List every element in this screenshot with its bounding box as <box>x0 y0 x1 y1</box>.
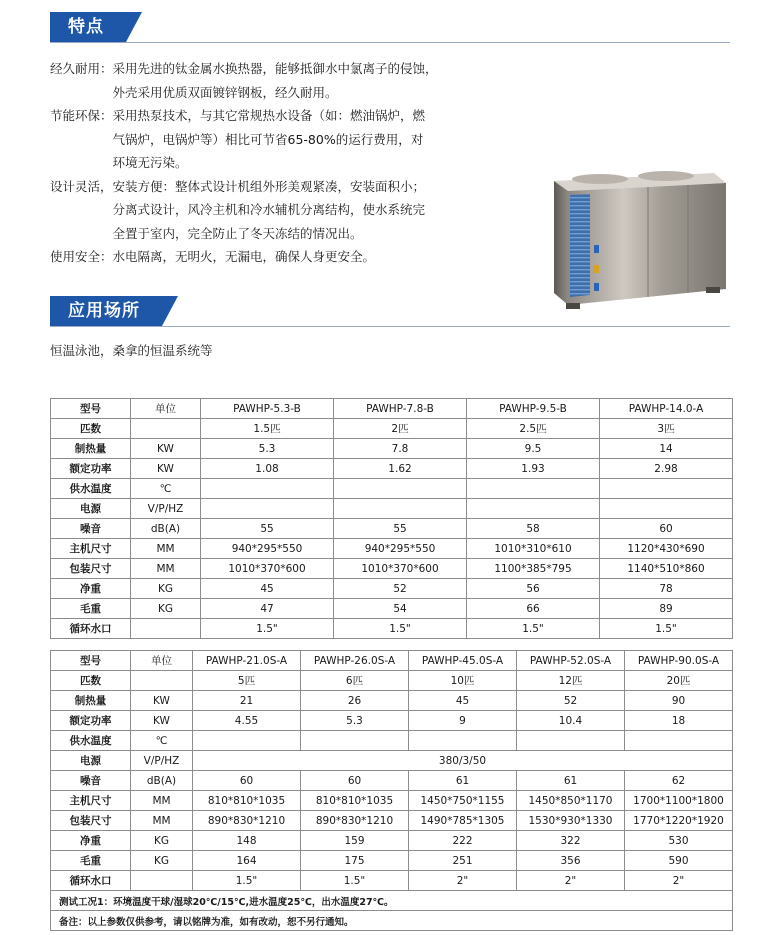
table-cell: 1450*850*1170 <box>517 791 625 811</box>
features-list <box>50 57 520 269</box>
table-cell: 58 <box>467 519 600 539</box>
table-cell: 78 <box>600 579 733 599</box>
spec-table-1 <box>50 398 733 639</box>
table-cell: 5匹 <box>193 671 301 691</box>
feature-line: 分离式设计，风冷主机和冷水辅机分离结构，使水系统完 <box>112 202 426 217</box>
table-cell: 890*830*1210 <box>301 811 409 831</box>
table-cell: 61 <box>517 771 625 791</box>
application-divider <box>50 326 730 327</box>
heat-pump-unit-image <box>538 165 730 317</box>
table-cell: 810*810*1035 <box>301 791 409 811</box>
table-row <box>51 791 733 811</box>
table-cell: 890*830*1210 <box>193 811 301 831</box>
header-cell: 单位 <box>131 651 193 671</box>
table-cell: V/P/HZ <box>131 751 193 771</box>
features-heading <box>50 12 142 42</box>
table-cell: 18 <box>625 711 733 731</box>
table-cell: MM <box>131 791 193 811</box>
table-cell: 590 <box>625 851 733 871</box>
table-row <box>51 579 733 599</box>
table-cell <box>467 479 600 499</box>
table-row <box>51 519 733 539</box>
table-header-row <box>51 651 733 671</box>
header-cell: PAWHP-21.0S-A <box>193 651 301 671</box>
table-row <box>51 711 733 731</box>
application-text: 恒温泳池，桑拿的恒温系统等 <box>50 343 213 358</box>
table-cell: 10匹 <box>409 671 517 691</box>
feature-item <box>50 104 520 175</box>
table-row <box>51 419 733 439</box>
table-row <box>51 871 733 891</box>
row-label: 主机尺寸 <box>51 539 131 559</box>
row-label: 毛重 <box>51 599 131 619</box>
row-label: 匹数 <box>51 419 131 439</box>
table-cell: KG <box>131 851 193 871</box>
table-cell <box>600 479 733 499</box>
table-header-row <box>51 399 733 419</box>
table-cell: KW <box>131 691 193 711</box>
table-row <box>51 771 733 791</box>
table-cell: 20匹 <box>625 671 733 691</box>
table-cell: 2" <box>409 871 517 891</box>
table-cell: 1530*930*1330 <box>517 811 625 831</box>
header-cell: PAWHP-26.0S-A <box>301 651 409 671</box>
header-cell: PAWHP-45.0S-A <box>409 651 517 671</box>
table-cell <box>131 671 193 691</box>
table-cell: ℃ <box>131 731 193 751</box>
row-label: 净重 <box>51 831 131 851</box>
header-cell: PAWHP-52.0S-A <box>517 651 625 671</box>
feature-line: 安装方便：整体式设计机组外形美观紧凑，安装面积小； <box>112 178 426 194</box>
table-cell: 1.5匹 <box>201 419 334 439</box>
feature-line: 气锅炉，电锅炉等）相比可节省65-80%的运行费用，对 <box>112 131 424 147</box>
table-cell: 1.5" <box>467 619 600 639</box>
table-cell: 45 <box>409 691 517 711</box>
table-cell: 175 <box>301 851 409 871</box>
table-cell: 9.5 <box>467 439 600 459</box>
feature-line: 外壳采用优质双面镀锌钢板，经久耐用。 <box>112 84 338 100</box>
table-cell: 1010*370*600 <box>334 559 467 579</box>
table-cell: 1.5" <box>193 871 301 891</box>
table-cell: 14 <box>600 439 733 459</box>
table-cell: 5.3 <box>201 439 334 459</box>
heading-tail-shape <box>126 12 142 42</box>
feature-text <box>113 57 520 104</box>
table-row <box>51 691 733 711</box>
table-cell: 1.93 <box>467 459 600 479</box>
table-cell: 1.5" <box>600 619 733 639</box>
table-row <box>51 831 733 851</box>
table-cell: 164 <box>193 851 301 871</box>
table-cell: 356 <box>517 851 625 871</box>
features-heading-label: 特点 <box>50 12 126 42</box>
header-cell: 型号 <box>51 399 131 419</box>
table-row <box>51 671 733 691</box>
header-cell: PAWHP-14.0-A <box>600 399 733 419</box>
table-cell: 21 <box>193 691 301 711</box>
feature-key: 设计灵活， <box>50 178 113 194</box>
table-row <box>51 851 733 871</box>
table-cell: 89 <box>600 599 733 619</box>
table-cell: 12匹 <box>517 671 625 691</box>
feature-item <box>50 57 520 104</box>
table-cell: 1700*1100*1800 <box>625 791 733 811</box>
table-cell: 47 <box>201 599 334 619</box>
table-cell <box>600 499 733 519</box>
table-cell: 2" <box>625 871 733 891</box>
row-label: 电源 <box>51 499 131 519</box>
row-label: 供水温度 <box>51 479 131 499</box>
table-note-row <box>51 891 733 911</box>
table-row <box>51 731 733 751</box>
table-row <box>51 619 733 639</box>
table-cell <box>301 731 409 751</box>
table-cell: 5.3 <box>301 711 409 731</box>
header-cell: PAWHP-90.0S-A <box>625 651 733 671</box>
table-cell: 1450*750*1155 <box>409 791 517 811</box>
table-note-row <box>51 911 733 931</box>
table-cell <box>334 479 467 499</box>
table-row <box>51 811 733 831</box>
table-cell <box>131 619 201 639</box>
table-cell <box>625 731 733 751</box>
table-cell: 52 <box>517 691 625 711</box>
feature-text <box>113 245 520 269</box>
table-cell: 2.98 <box>600 459 733 479</box>
feature-key: 经久耐用： <box>50 61 113 76</box>
row-label: 净重 <box>51 579 131 599</box>
row-label: 制热量 <box>51 691 131 711</box>
table-cell <box>467 499 600 519</box>
table-cell: 1120*430*690 <box>600 539 733 559</box>
header-cell: 型号 <box>51 651 131 671</box>
table-cell: 1.5" <box>201 619 334 639</box>
table-cell: 530 <box>625 831 733 851</box>
table-cell: 322 <box>517 831 625 851</box>
table-cell: 52 <box>334 579 467 599</box>
table-row <box>51 439 733 459</box>
table-cell: 45 <box>201 579 334 599</box>
table-cell: 1.62 <box>334 459 467 479</box>
header-cell: PAWHP-7.8-B <box>334 399 467 419</box>
table-row <box>51 599 733 619</box>
feature-line: 全置于室内，完全防止了冬天冻结的情况出。 <box>112 225 363 241</box>
table-cell: 251 <box>409 851 517 871</box>
row-label: 毛重 <box>51 851 131 871</box>
table-cell: 810*810*1035 <box>193 791 301 811</box>
table-cell: 940*295*550 <box>334 539 467 559</box>
table-cell: 1010*370*600 <box>201 559 334 579</box>
feature-line: 采用热泵技术，与其它常规热水设备（如：燃油锅炉，燃 <box>112 108 426 123</box>
feature-text <box>113 175 520 246</box>
table-row <box>51 499 733 519</box>
table-cell: MM <box>131 559 201 579</box>
table-cell: ℃ <box>131 479 201 499</box>
table-cell: KW <box>131 459 201 479</box>
table-cell: 56 <box>467 579 600 599</box>
table-cell: dB(A) <box>131 771 193 791</box>
table-note: 备注：以上参数仅供参考，请以铭牌为准，如有改动，恕不另行通知。 <box>51 911 733 931</box>
table-cell <box>131 871 193 891</box>
table-cell <box>334 499 467 519</box>
table-cell: 55 <box>334 519 467 539</box>
row-label: 匹数 <box>51 671 131 691</box>
row-label: 电源 <box>51 751 131 771</box>
table-cell: 2匹 <box>334 419 467 439</box>
row-label: 主机尺寸 <box>51 791 131 811</box>
table-cell: 62 <box>625 771 733 791</box>
feature-line: 水电隔离，无明火，无漏电，确保人身更安全。 <box>112 249 376 264</box>
table-cell: 9 <box>409 711 517 731</box>
table-cell: 10.4 <box>517 711 625 731</box>
spec-table-2 <box>50 650 733 931</box>
table-cell: 54 <box>334 599 467 619</box>
table-row <box>51 459 733 479</box>
table-cell: 66 <box>467 599 600 619</box>
table-cell <box>517 731 625 751</box>
row-label: 噪音 <box>51 519 131 539</box>
table-cell <box>201 479 334 499</box>
table-note: 测试工况1：环境温度干球/湿球20℃/15℃,进水温度25℃，出水温度27℃。 <box>51 891 733 911</box>
table-row <box>51 539 733 559</box>
table-row <box>51 479 733 499</box>
feature-line: 采用先进的钛金属水换热器，能够抵御水中氯离子的侵蚀， <box>112 61 438 76</box>
table-cell: MM <box>131 539 201 559</box>
table-row <box>51 751 733 771</box>
table-row <box>51 559 733 579</box>
header-cell: PAWHP-9.5-B <box>467 399 600 419</box>
feature-key: 节能环保： <box>50 108 113 123</box>
table-cell: 60 <box>301 771 409 791</box>
table-cell: KG <box>131 599 201 619</box>
row-label: 循环水口 <box>51 619 131 639</box>
features-divider <box>50 42 730 43</box>
table-cell: 1490*785*1305 <box>409 811 517 831</box>
table-cell: 60 <box>600 519 733 539</box>
table-cell <box>131 419 201 439</box>
table-cell <box>409 731 517 751</box>
heading-tail-shape <box>162 296 178 326</box>
table-cell: 26 <box>301 691 409 711</box>
table-cell: 1.08 <box>201 459 334 479</box>
table-cell: 159 <box>301 831 409 851</box>
row-label: 循环水口 <box>51 871 131 891</box>
table-cell: MM <box>131 811 193 831</box>
application-heading-label: 应用场所 <box>50 296 162 326</box>
feature-item <box>50 175 520 246</box>
table-cell: 380/3/50 <box>193 751 733 771</box>
row-label: 包装尺寸 <box>51 811 131 831</box>
application-heading <box>50 296 178 326</box>
table-cell: 90 <box>625 691 733 711</box>
table-cell: 3匹 <box>600 419 733 439</box>
table-cell: 7.8 <box>334 439 467 459</box>
row-label: 额定功率 <box>51 459 131 479</box>
table-cell: 1140*510*860 <box>600 559 733 579</box>
header-cell: 单位 <box>131 399 201 419</box>
table-cell: 1010*310*610 <box>467 539 600 559</box>
table-cell: 55 <box>201 519 334 539</box>
table-cell <box>193 731 301 751</box>
table-cell: 1100*385*795 <box>467 559 600 579</box>
table-cell: KW <box>131 711 193 731</box>
row-label: 供水温度 <box>51 731 131 751</box>
row-label: 噪音 <box>51 771 131 791</box>
feature-line: 环境无污染。 <box>112 155 188 170</box>
row-label: 额定功率 <box>51 711 131 731</box>
table-cell: dB(A) <box>131 519 201 539</box>
header-cell: PAWHP-5.3-B <box>201 399 334 419</box>
table-cell: KG <box>131 831 193 851</box>
table-cell: 940*295*550 <box>201 539 334 559</box>
table-cell: 222 <box>409 831 517 851</box>
table-cell: 148 <box>193 831 301 851</box>
table-cell: 6匹 <box>301 671 409 691</box>
table-cell: 61 <box>409 771 517 791</box>
table-cell: KG <box>131 579 201 599</box>
row-label: 制热量 <box>51 439 131 459</box>
feature-item <box>50 245 520 269</box>
table-cell: 1.5" <box>301 871 409 891</box>
table-cell: 2" <box>517 871 625 891</box>
table-cell: 1770*1220*1920 <box>625 811 733 831</box>
table-cell <box>201 499 334 519</box>
table-cell: 60 <box>193 771 301 791</box>
feature-key: 使用安全： <box>50 249 113 264</box>
table-cell: KW <box>131 439 201 459</box>
table-cell: 2.5匹 <box>467 419 600 439</box>
table-cell: V/P/HZ <box>131 499 201 519</box>
table-cell: 4.55 <box>193 711 301 731</box>
feature-text <box>113 104 520 175</box>
table-cell: 1.5" <box>334 619 467 639</box>
row-label: 包装尺寸 <box>51 559 131 579</box>
